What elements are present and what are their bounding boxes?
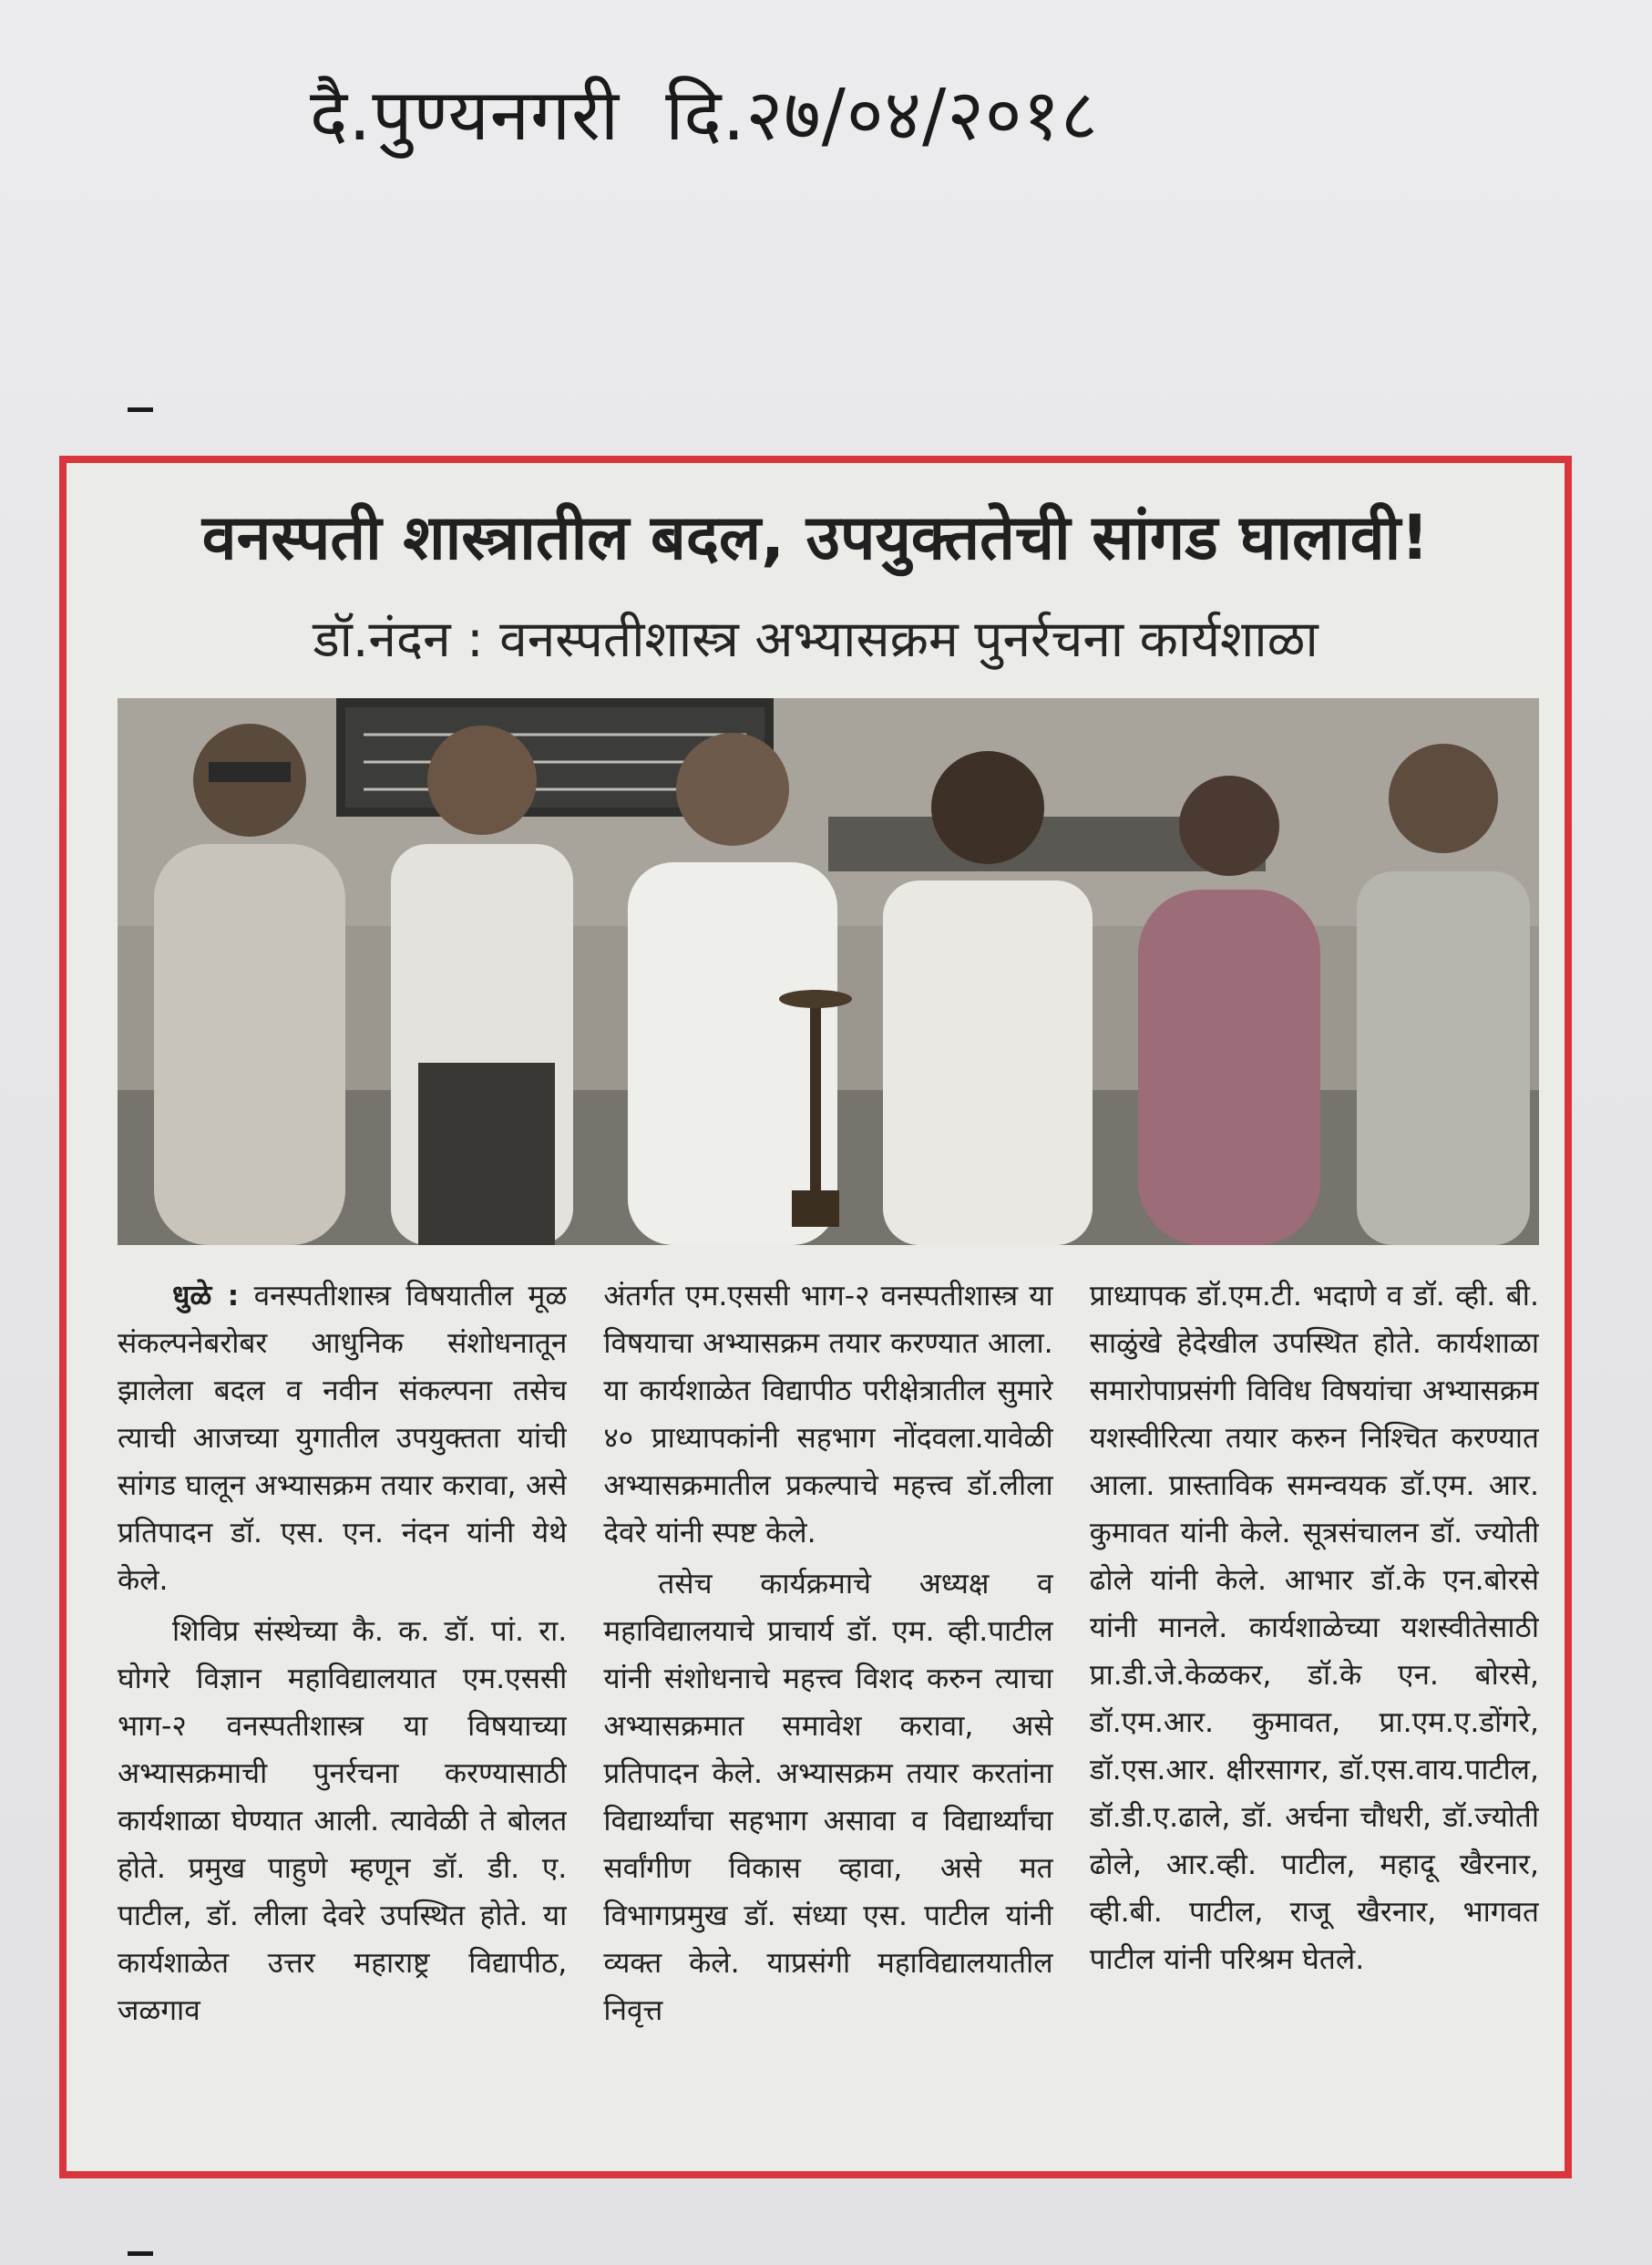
article-column-3 bbox=[1090, 1272, 1539, 2147]
paragraph-3: अंतर्गत एम.एससी भाग-२ वनस्पतीशास्त्र या विषयाचा अभ्यासक्रम तयार करण्यात आला. या कार्यशाळेत विद्यापीठ परीक्षेत्रातील सुमारे ४० प्राध्यापकांनी सहभाग नोंदवला.यावेळी अभ्यासक्रमातील प्रकल्पाचे महत्त्व डॉ.लीला देवरे यांनी स्पष्ट केले. bbox=[603, 1280, 1053, 1549]
news-clipping bbox=[59, 456, 1572, 2178]
event-photo bbox=[118, 698, 1539, 1245]
article-subheadline: डॉ.नंदन : वनस्पतीशास्त्र अभ्यासक्रम पुनर्रचना कार्यशाळा bbox=[313, 610, 1319, 668]
article-headline: वनस्पती शास्त्रातील बदल, उपयुक्ततेची सांगड घालावी! bbox=[201, 502, 1430, 574]
margin-mark-bottom bbox=[128, 2251, 153, 2256]
paragraph-4: तसेच कार्यक्रमाचे अध्यक्ष व महाविद्यालयाचे प्राचार्य डॉ. एम. व्ही.पाटील यांनी संशोधनाचे महत्त्व विशद करुन त्याचा अभ्यासक्रमात समावेश करावा, असे प्रतिपादन केले. अभ्यासक्रम तयार करतांना विद्यार्थ्यांचा सहभाग असावा व विद्यार्थ्यांचा सर्वांगीण विकास व्हावा, असे मत विभागप्रमुख डॉ. संध्या एस. पाटील यांनी व्यक्त केले. याप्रसंगी महाविद्यालयातील निवृत्त bbox=[603, 1568, 1053, 2027]
article-column-1 bbox=[118, 1272, 567, 2147]
newspaper-name: दै.पुण्यनगरी bbox=[310, 75, 621, 157]
paragraph-5: प्राध्यापक डॉ.एम.टी. भदाणे व डॉ. व्ही. बी. साळुंखे हेदेखील उपस्थित होते. कार्यशाळा समारोपाप्रसंगी विविध विषयांचा अभ्यासक्रम यशस्वीरित्या तयार करुन निश्चित करण्यात आला. प्रास्ताविक समन्वयक डॉ.एम. आर. कुमावत यांनी केले. सूत्रसंचालन डॉ. ज्योती ढोले यांनी केले. आभार डॉ.के एन.बोरसे यांनी मानले. कार्यशाळेच्या यशस्वीतेसाठी प्रा.डी.जे.केळकर, डॉ.के एन. बोरसे, डॉ.एम.आर. कुमावत, प्रा.एम.ए.डोंगरे, डॉ.एस.आर. क्षीरसागर, डॉ.एस.वाय.पाटील, डॉ.डी.ए.ढाले, डॉ. अर्चना चौधरी, डॉ.ज्योती ढोले, आर.व्ही. पाटील, महादू खैरनार, व्ही.बी. पाटील, राजू खैरनार, भागवत पाटील यांनी परिश्रम घेतले. bbox=[1089, 1280, 1539, 1976]
article-body bbox=[118, 1272, 1539, 2147]
event-photo-illustration bbox=[118, 698, 1539, 1245]
newspaper-dateline bbox=[310, 64, 1312, 173]
margin-mark-top bbox=[128, 407, 153, 412]
publication-date: दि.२७/०४/२०१८ bbox=[665, 75, 1099, 157]
paragraph-1: वनस्पतीशास्त्र विषयातील मूळ संकल्पनेबरोबर आधुनिक संशोधनातून झालेला बदल व नवीन संकल्पना तसेच त्याची आजच्या युगातील उपयुक्तता यांची सांगड घालून अभ्यासक्रम तयार करावा, असे प्रतिपादन डॉ. एस. एन. नंदन यांनी येथे केले. bbox=[118, 1280, 568, 1597]
article-place: धुळे : bbox=[172, 1280, 240, 1313]
paragraph-2: शिविप्र संस्थेच्या कै. क. डॉ. पां. रा. घोगरे विज्ञान महाविद्यालयात एम.एससी भाग-२ वनस्पतीशास्त्र या विषयाच्या अभ्यासक्रमाची पुनर्रचना करण्यासाठी कार्यशाळा घेण्यात आली. त्यावेळी ते बोलत होते. प्रमुख पाहुणे म्हणून डॉ. डी. ए. पाटील, डॉ. लीला देवरे उपस्थित होते. या कार्यशाळेत उत्तर महाराष्ट्र विद्यापीठ, जळगाव bbox=[118, 1615, 568, 2027]
article-column-2 bbox=[603, 1272, 1052, 2147]
